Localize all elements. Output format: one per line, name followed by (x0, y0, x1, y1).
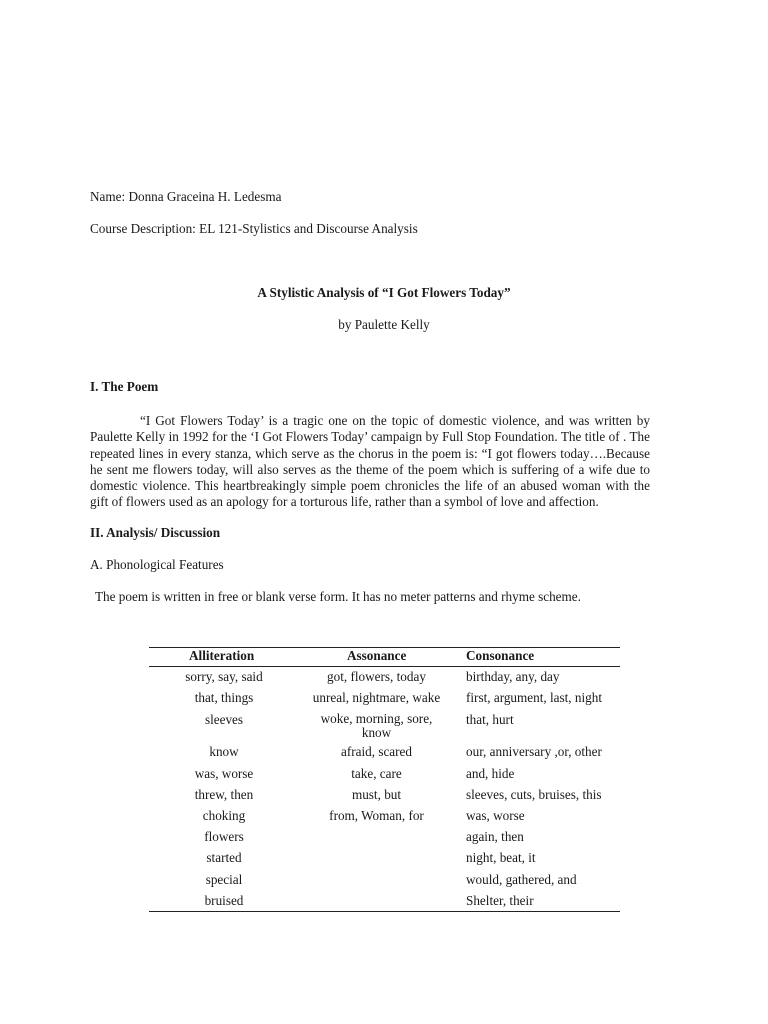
cell-alliteration: special (205, 872, 243, 887)
header-assonance: Assonance (347, 648, 407, 663)
cell-consonance: would, gathered, and (466, 872, 577, 887)
cell-assonance: take, care (351, 766, 402, 781)
cell-alliteration: that, things (194, 690, 254, 705)
cell-consonance: and, hide (466, 766, 515, 781)
cell-alliteration: flowers (204, 829, 244, 844)
cell-consonance: birthday, any, day (466, 669, 560, 684)
section-heading-analysis: II. Analysis/ Discussion (90, 525, 221, 540)
cell-assonance: from, Woman, for (329, 808, 424, 823)
cell-alliteration: threw, then (194, 787, 254, 802)
cell-consonance: our, anniversary ,or, other (466, 744, 602, 759)
poem-paragraph-text: “I Got Flowers Today’ is a tragic one on the topic of domestic violence, and was written by Paulette Kelly in 1992 for the ‘I Got Flowers Today’ campaign by Full Stop Foundation. The title of . The repeated lines in every stanza, which serve as the chorus in the poem is: “I got flowers today….Because he sent me flowers today, will also serves as the theme of the poem which is suffering of a wife due to domestic violence. This heartbreakingly simple poem chronicles the life of an abused woman with the gift of flowers used as an apology for a torturous life, rather than a symbol of love and affection. (90, 413, 650, 510)
cell-assonance: must, but (351, 787, 402, 802)
student-name: Name: Donna Graceina H. Ledesma (90, 189, 282, 204)
cell-alliteration: choking (202, 808, 246, 823)
cell-consonance: sleeves, cuts, bruises, this (466, 787, 602, 802)
table-bottom-rule (149, 911, 620, 912)
cell-assonance: woke, morning, sore, know (320, 711, 433, 740)
section-heading-poem: I. The Poem (90, 379, 159, 394)
cell-alliteration: sleeves (204, 712, 244, 727)
cell-consonance: that, hurt (466, 712, 514, 727)
cell-alliteration: know (209, 744, 239, 759)
cell-alliteration: was, worse (194, 766, 254, 781)
byline: by Paulette Kelly (338, 317, 430, 332)
cell-consonance: Shelter, their (466, 893, 534, 908)
document-title: A Stylistic Analysis of “I Got Flowers Today” (257, 285, 511, 300)
cell-alliteration: started (206, 850, 242, 865)
verse-form-paragraph: The poem is written in free or blank verse form. It has no meter patterns and rhyme scheme. (95, 589, 581, 604)
cell-alliteration: bruised (204, 893, 244, 908)
cell-consonance: again, then (466, 829, 524, 844)
header-alliteration: Alliteration (189, 648, 255, 663)
table-header-rule (149, 666, 620, 667)
cell-consonance: night, beat, it (466, 850, 536, 865)
course-description: Course Description: EL 121-Stylistics and Discourse Analysis (90, 221, 418, 236)
header-consonance: Consonance (466, 648, 535, 663)
cell-assonance: unreal, nightmare, wake (312, 690, 441, 705)
cell-assonance: afraid, scared (340, 744, 413, 759)
cell-consonance: first, argument, last, night (466, 690, 603, 705)
cell-assonance: got, flowers, today (327, 669, 426, 684)
subheading-phonological: A. Phonological Features (90, 557, 224, 572)
cell-alliteration: sorry, say, said (185, 669, 263, 684)
cell-consonance: was, worse (466, 808, 525, 823)
poem-paragraph (90, 413, 650, 511)
